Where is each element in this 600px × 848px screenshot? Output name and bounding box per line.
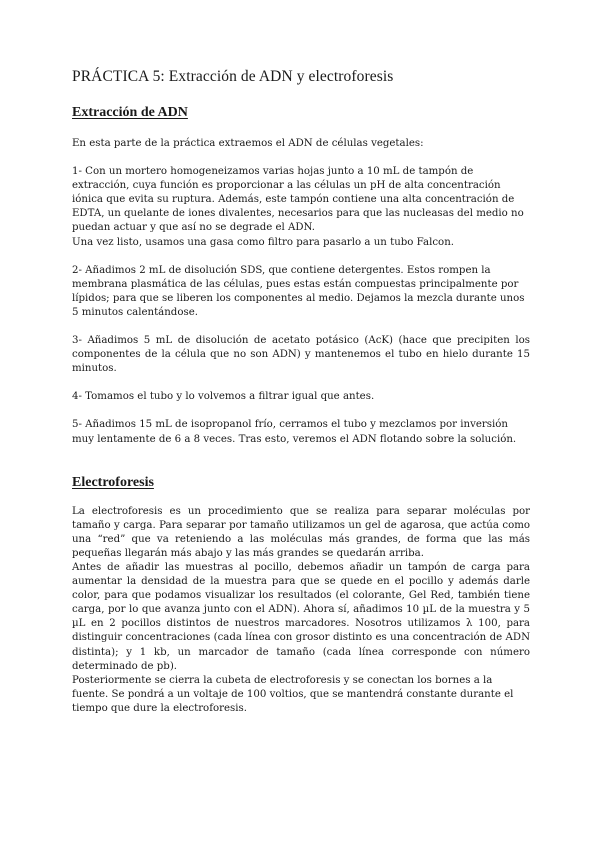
extraction-step-3: 3- Añadimos 5 mL de disolución de acetato potásico (AcK) (hace que precipiten los componentes de la célula que no son ADN) y mantenemos el tubo en hielo durante 15 minutos.: [72, 335, 530, 375]
section-heading-electrophoresis: Electroforesis: [72, 474, 154, 490]
electrophoresis-paragraph-1: La electroforesis es un procedimiento que se realiza para separar moléculas por tamaño y carga. Para separar por tamaño utilizamos un gel de agarosa, que actúa como una “red” que va reteniendo a las moléculas más grandes, de forma que las más pequeñas llegarán más abajo y las más grandes se quedarán arriba.: [72, 505, 530, 559]
extraction-intro: En esta parte de la práctica extraemos el ADN de células vegetales:: [72, 138, 424, 149]
document-page: [72, 66, 530, 716]
extraction-step-2: 2- Añadimos 2 mL de disolución SDS, que contiene detergentes. Estos rompen la membrana plasmática de las células, pues estas están compuestas principalmente por lípidos; para que se liberen los componentes al medio. Dejamos la mezcla durante unos 5 minutos calentándose.: [72, 264, 525, 318]
extraction-step-1: 1- Con un mortero homogeneizamos varias hojas junto a 10 mL de tampón de extracción, cuya función es proporcionar a las células un pH de alta concentración iónica que evita su ruptura. Además, este tampón contiene una alta concentración de EDTA, un quelante de iones divalentes, necesarios para que las nucleasas del medio no puedan actuar y que así no se degrade el ADN.: [72, 166, 524, 234]
document-title: PRÁCTICA 5: Extracción de ADN y electroforesis: [72, 68, 394, 85]
extraction-step-5: 5- Añadimos 15 mL de isopropanol frío, cerramos el tubo y mezclamos por inversión muy lentamente de 6 a 8 veces. Tras esto, veremos el ADN flotando sobre la solución.: [72, 419, 517, 445]
electrophoresis-paragraph-3: Posteriormente se cierra la cubeta de electroforesis y se conectan los bornes a la fuente. Se pondrá a un voltaje de 100 voltios, que se mantendrá constante durante el tiempo que dure la electroforesis.: [72, 674, 514, 714]
electrophoresis-paragraph-2: Antes de añadir las muestras al pocillo, debemos añadir un tampón de carga para aumentar la densidad de la muestra para que se quede en el pocillo y además darle color, para que podamos visualizar los resultados (el colorante, Gel Red, también tiene carga, por lo que avanza junto con el ADN). Ahora sí, añadimos 10 µL de la muestra y 5 µL en 2 pocillos distintos de nuestros marcadores. Nosotros utilizamos λ 100, para distinguir concentraciones (cada línea con grosor distinto es una concentración de ADN distinta); y 1 kb, un marcador de tamaño (cada línea corresponde con número determinado de pb).: [72, 561, 530, 672]
extraction-step-1-extra: Una vez listo, usamos una gasa como filtro para pasarlo a un tubo Falcon.: [72, 236, 454, 248]
section-heading-extraction: Extracción de ADN: [72, 105, 188, 120]
extraction-step-4: 4- Tomamos el tubo y lo volvemos a filtrar igual que antes.: [72, 391, 375, 403]
